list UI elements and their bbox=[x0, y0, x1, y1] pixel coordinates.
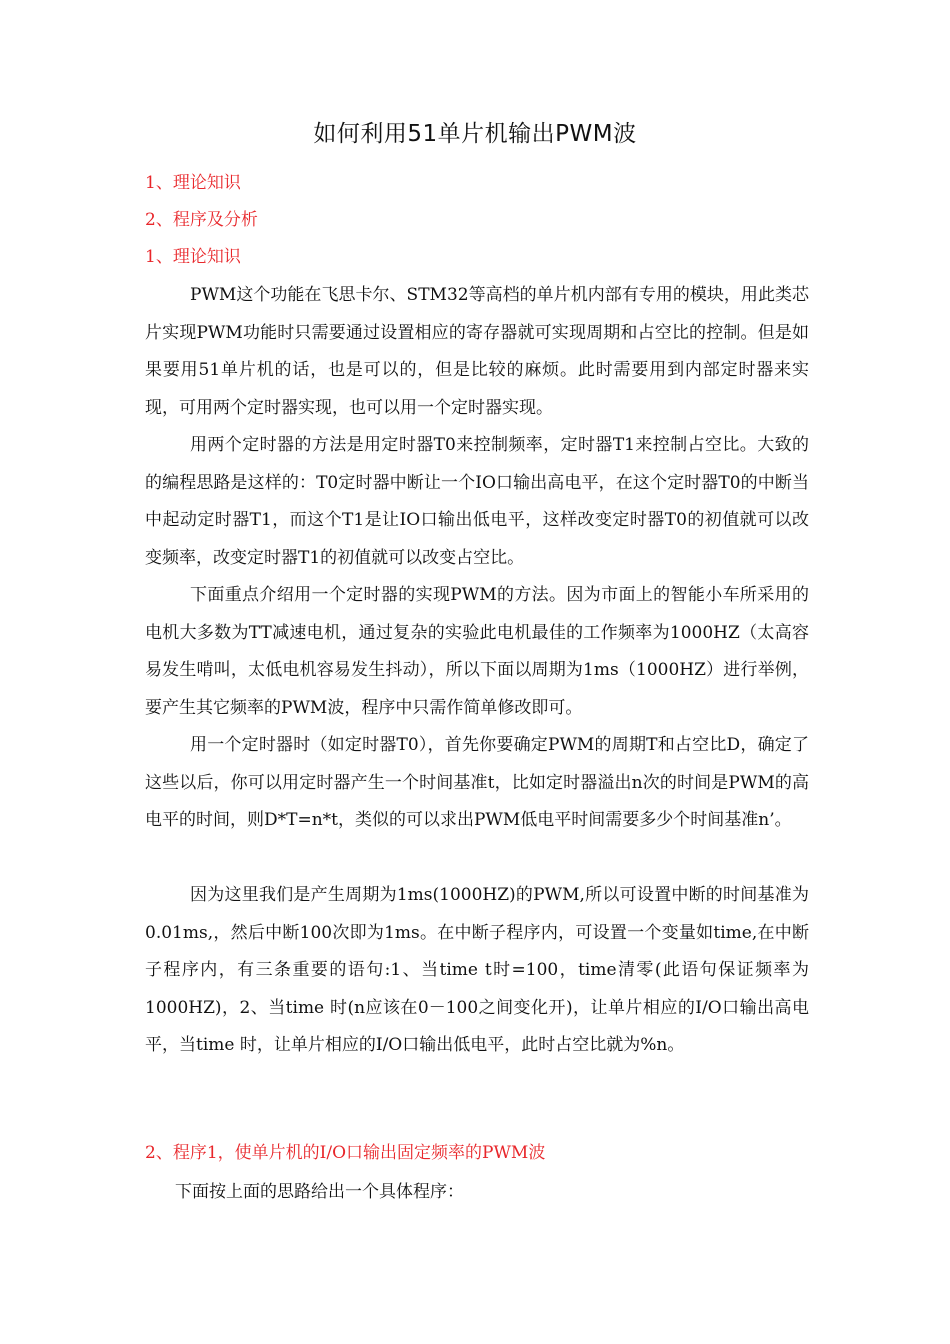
paragraph-period-duty: 用一个定时器时（如定时器T0），首先你要确定PWM的周期T和占空比D，确定了这些以后，你可以用定时器产生一个时间基准t，比如定时器溢出n次的时间是PWM的高电平的时间，则D*T=n*t，类似的可以求出PWM低电平时间需要多少个时间基准n’。 bbox=[145, 735, 809, 830]
toc-item-program: 2、程序及分析 bbox=[145, 210, 258, 230]
section-heading-program: 2、程序1，使单片机的I/O口输出固定频率的PWM波 bbox=[145, 1143, 546, 1163]
section-heading-theory: 1、理论知识 bbox=[145, 247, 241, 267]
paragraph-two-timers: 用两个定时器的方法是用定时器T0来控制频率，定时器T1来控制占空比。大致的的编程思路是这样的：T0定时器中断让一个IO口输出高电平，在这个定时器T0的中断当中起动定时器T1，而这个T1是让IO口输出低电平，这样改变定时器T0的初值就可以改变频率，改变定时器T1的初值就可以改变占空比。 bbox=[145, 435, 809, 568]
paragraph-interrupt: 因为这里我们是产生周期为1ms(1000HZ)的PWM,所以可设置中断的时间基准为0.01ms,，然后中断100次即为1ms。在中断子程序内，可设置一个变量如time,在中断子程序内，有三条重要的语句:1、当time t时=100，time清零(此语句保证频率为1000HZ)，2、当time 时(n应该在0－100之间变化开)，让单片相应的I/O口输出高电平，当time 时，让单片相应的I/O口输出低电平，此时占空比就为%n。 bbox=[145, 885, 809, 1055]
paragraph-one-timer: 下面重点介绍用一个定时器的实现PWM的方法。因为市面上的智能小车所采用的电机大多数为TT减速电机，通过复杂的实验此电机最佳的工作频率为1000HZ（太高容易发生啃叫，太低电机容易发生抖动），所以下面以周期为1ms（1000HZ）进行举例，要产生其它频率的PWM波，程序中只需作简单修改即可。 bbox=[145, 585, 809, 718]
document-title: 如何利用51单片机输出PWM波 bbox=[313, 121, 637, 147]
paragraph-pwm-intro: PWM这个功能在飞思卡尔、STM32等高档的单片机内部有专用的模块，用此类芯片实现PWM功能时只需要通过设置相应的寄存器就可实现周期和占空比的控制。但是如果要用51单片机的话，也是可以的，但是比较的麻烦。此时需要用到内部定时器来实现，可用两个定时器实现，也可以用一个定时器实现。 bbox=[145, 285, 809, 418]
program-intro: 下面按上面的思路给出一个具体程序： bbox=[175, 1182, 464, 1202]
toc-item-theory: 1、理论知识 bbox=[145, 173, 241, 193]
